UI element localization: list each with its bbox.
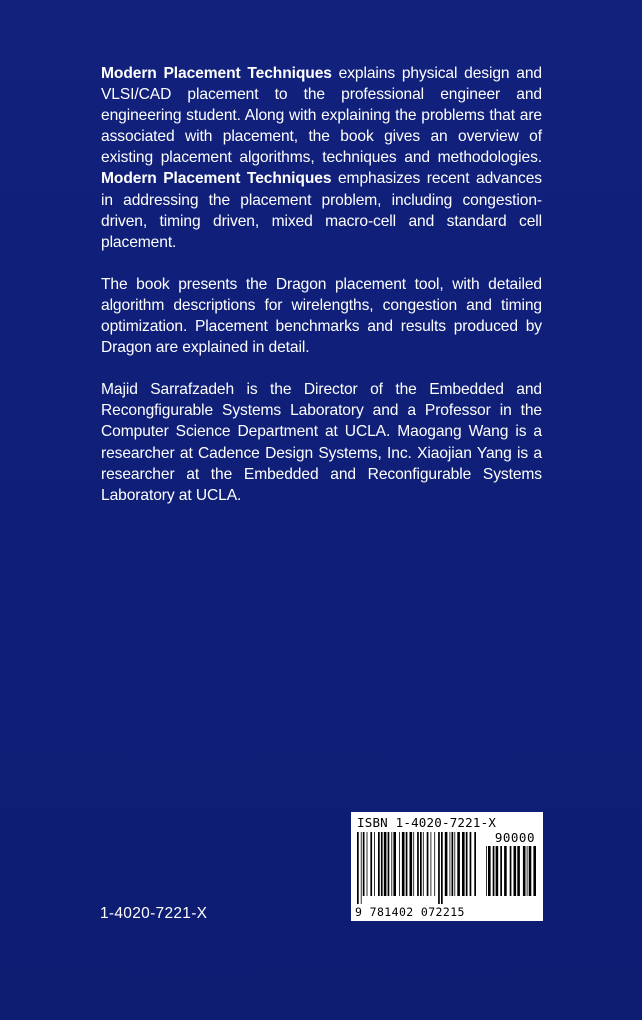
barcode-price-code: 90000: [494, 830, 535, 845]
book-title-bold-2: Modern Placement Techniques: [101, 170, 332, 188]
book-title-bold: Modern Placement Techniques: [101, 65, 332, 82]
description-paragraph: [101, 63, 542, 253]
dragon-paragraph: The book presents the Dragon placement tool, with detailed algorithm descriptions for wirelengths, congestion and timing optimization. Placement benchmarks and results produced by Dragon are explained in detail.: [101, 275, 542, 357]
isbn-label: 1-4020-7221-X: [100, 905, 208, 922]
barcode: [351, 812, 543, 921]
barcode-bars: [357, 832, 477, 904]
description-text: explains physical design and VLSI/CAD placement to the professional engineer and engineering student. Along with explaining the problems that are associated with placement, the book gives an overview of existing placement algorithms, techniques and methodologies.: [101, 65, 542, 167]
authors-paragraph: Majid Sarrafzadeh is the Director of the Embedded and Recongfigurable Systems Laboratory and a Professor in the Computer Science Department at UCLA. Maogang Wang is a researcher at Cadence Design Systems, Inc. Xiaojian Yang is a researcher at the Embedded and Reconfigurable Systems Laboratory at UCLA.: [101, 381, 542, 504]
blurb-text: [101, 63, 542, 527]
barcode-isbn-text: ISBN 1-4020-7221-X: [357, 815, 497, 830]
barcode-digits: 9 781402 072215: [355, 905, 465, 919]
barcode-addon-bars: [486, 846, 536, 904]
description-text-2: emphasizes recent advances in addressing the placement problem, including congestion-driven, timing driven, mixed macro-cell and standard cell placement.: [101, 170, 542, 251]
